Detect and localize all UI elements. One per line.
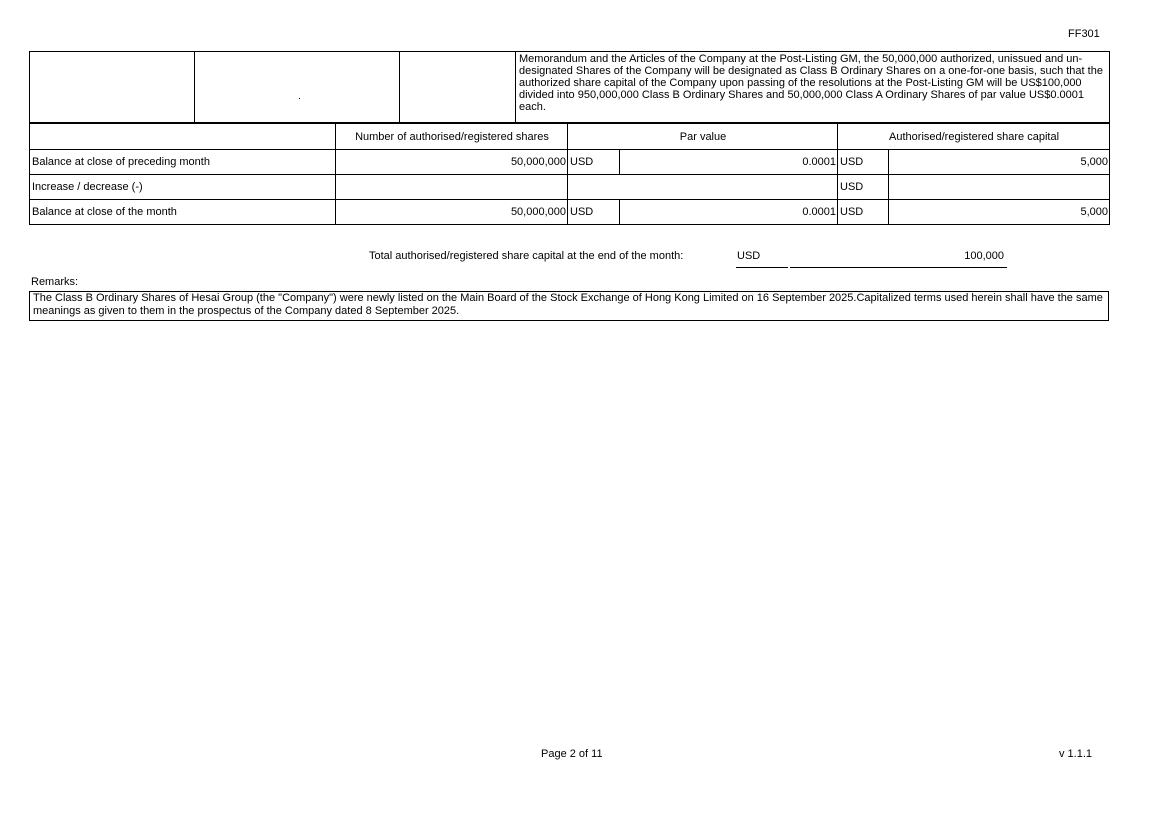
- row-par-value: 0.0001: [620, 150, 838, 175]
- remarks-label: Remarks:: [31, 276, 79, 288]
- header-par-value: Par value: [568, 124, 838, 150]
- row-label: Increase / decrease (-): [30, 175, 336, 200]
- table-row: [30, 150, 1110, 175]
- header-shares: Number of authorised/registered shares: [336, 124, 568, 150]
- row-shares: [336, 175, 568, 200]
- total-value-underline: [790, 267, 1007, 268]
- header-capital: Authorised/registered share capital: [838, 124, 1110, 150]
- form-code: FF301: [1068, 28, 1100, 40]
- header-empty: [30, 124, 336, 150]
- row-par-currency: USD: [568, 200, 620, 225]
- description-table: [29, 51, 1110, 123]
- remarks-text: The Class B Ordinary Shares of Hesai Group (the "Company") were newly listed on the Main Board of the Stock Exchange of Hong Kong Limited on 16 September 2025.Capitalized terms used herein shall have the same meanings as given to them in the prospectus of the Company dated 8 September 2025.: [29, 291, 1109, 321]
- total-capital-currency: USD: [737, 250, 761, 262]
- row-label: Balance at close of the month: [30, 200, 336, 225]
- row-par-currency: USD: [568, 150, 620, 175]
- empty-cell-3: [400, 52, 516, 123]
- row-capital-currency: USD: [838, 200, 889, 225]
- empty-cell-2: [195, 52, 400, 123]
- version-label: v 1.1.1: [1059, 748, 1093, 760]
- row-par-value: [568, 175, 838, 200]
- row-label: Balance at close of preceding month: [30, 150, 336, 175]
- total-capital-value: 100,000: [964, 250, 1004, 262]
- description-text: Memorandum and the Articles of the Company at the Post-Listing GM, the 50,000,000 authorized, unissued and un-designated Shares of the Company will be designated as Class B Ordinary Shares on a one-for-one basis, such that the authorized share capital of the Company upon passing of the resolutions at the Post-Listing GM will be US$100,000 divided into 950,000,000 Class B Ordinary Shares and 50,000,000 Class A Ordinary Shares of par value US$0.0001 each.: [519, 53, 1103, 113]
- empty-cell-1: [30, 52, 195, 123]
- row-capital: [889, 175, 1110, 200]
- row-capital-currency: USD: [838, 150, 889, 175]
- row-shares: 50,000,000: [336, 150, 568, 175]
- table-header-row: [30, 124, 1110, 150]
- row-capital: 5,000: [889, 150, 1110, 175]
- total-currency-underline: [736, 267, 788, 268]
- table-row: [30, 175, 1110, 200]
- stray-dot: [299, 98, 300, 99]
- share-capital-table: [29, 123, 1110, 225]
- page-number: Page 2 of 11: [541, 748, 603, 760]
- row-shares: 50,000,000: [336, 200, 568, 225]
- total-capital-label: Total authorised/registered share capital at the end of the month:: [369, 250, 684, 262]
- row-capital-currency: USD: [838, 175, 889, 200]
- row-capital: 5,000: [889, 200, 1110, 225]
- row-par-value: 0.0001: [620, 200, 838, 225]
- table-row: [30, 200, 1110, 225]
- description-cell: [516, 52, 1110, 123]
